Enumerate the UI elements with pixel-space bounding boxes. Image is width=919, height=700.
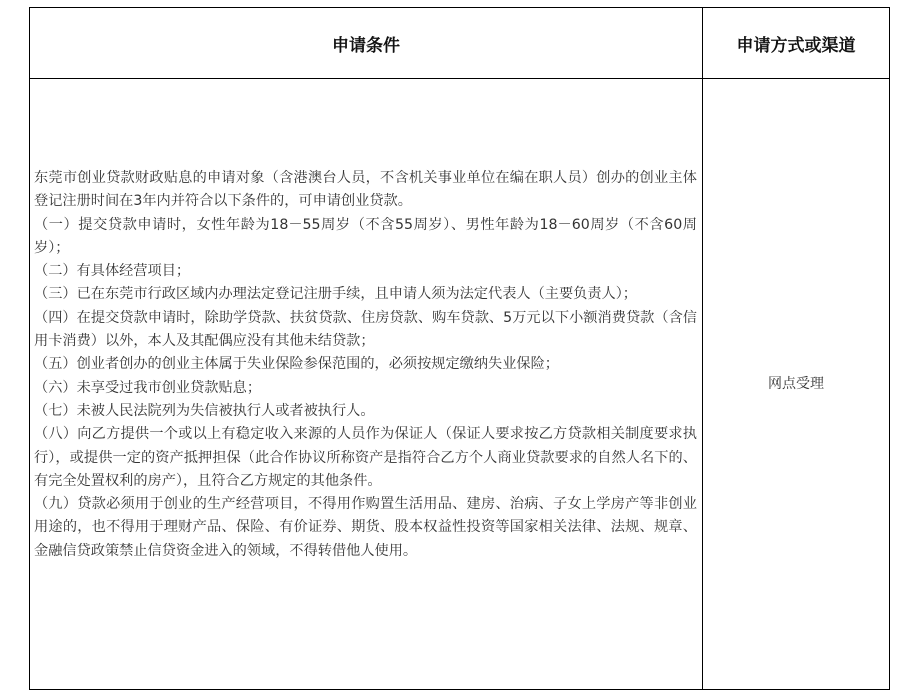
header-channel bbox=[703, 8, 889, 78]
conditions-cell bbox=[30, 79, 703, 689]
header-channel-label: 申请方式或渠道 bbox=[736, 35, 856, 56]
header-conditions-label: 申请条件 bbox=[332, 35, 400, 56]
table-header-row bbox=[30, 8, 889, 79]
table-row bbox=[30, 79, 889, 689]
condition-item-7: （七）未被人民法院列为失信被执行人或者被执行人。 bbox=[34, 402, 375, 419]
conditions-intro: 东莞市创业贷款财政贴息的申请对象（含港澳台人员，不含机关事业单位在编在职人员）创办的创业主体登记注册时间在3年内并符合以下条件的，可申请创业贷款。 bbox=[34, 169, 697, 210]
condition-item-9: （九）贷款必须用于创业的生产经营项目，不得用作购置生活用品、建房、治病、子女上学房产等非创业用途的，也不得用于理财产品、保险、有价证券、期货、股本权益性投资等国家相关法律、法规、规章、金融信贷政策禁止信贷资金进入的领域，不得转借他人使用。 bbox=[34, 496, 697, 559]
header-conditions bbox=[30, 8, 703, 78]
conditions-text bbox=[30, 167, 702, 563]
condition-item-1: （一）提交贷款申请时，女性年龄为18－55周岁（不含55周岁）、男性年龄为18－60周岁（不含60周岁）； bbox=[34, 216, 697, 256]
channel-cell bbox=[703, 79, 889, 689]
condition-item-8: （八）向乙方提供一个或以上有稳定收入来源的人员作为保证人（保证人要求按乙方贷款相关制度要求执行），或提供一定的资产抵押担保（此合作协议所称资产是指符合乙方个人商业贷款要求的自然人名下的、有完全处置权利的房产），且符合乙方规定的其他条件。 bbox=[34, 426, 697, 489]
condition-item-4: （四）在提交贷款申请时，除助学贷款、扶贫贷款、住房贷款、购车贷款、5万元以下小额消费贷款（含信用卡消费）以外，本人及其配偶应没有其他未结贷款； bbox=[34, 309, 697, 350]
condition-item-2: （二）有具体经营项目； bbox=[34, 263, 191, 280]
channel-text: 网点受理 bbox=[768, 376, 824, 392]
condition-item-5: （五）创业者创办的创业主体属于失业保险参保范围的，必须按规定缴纳失业保险； bbox=[34, 356, 559, 373]
condition-item-6: （六）未享受过我市创业贷款贴息； bbox=[34, 379, 262, 396]
loan-conditions-table bbox=[29, 7, 890, 690]
condition-item-3: （三）已在东莞市行政区域内办理法定登记注册手续，且申请人须为法定代表人（主要负责人）； bbox=[34, 286, 637, 303]
